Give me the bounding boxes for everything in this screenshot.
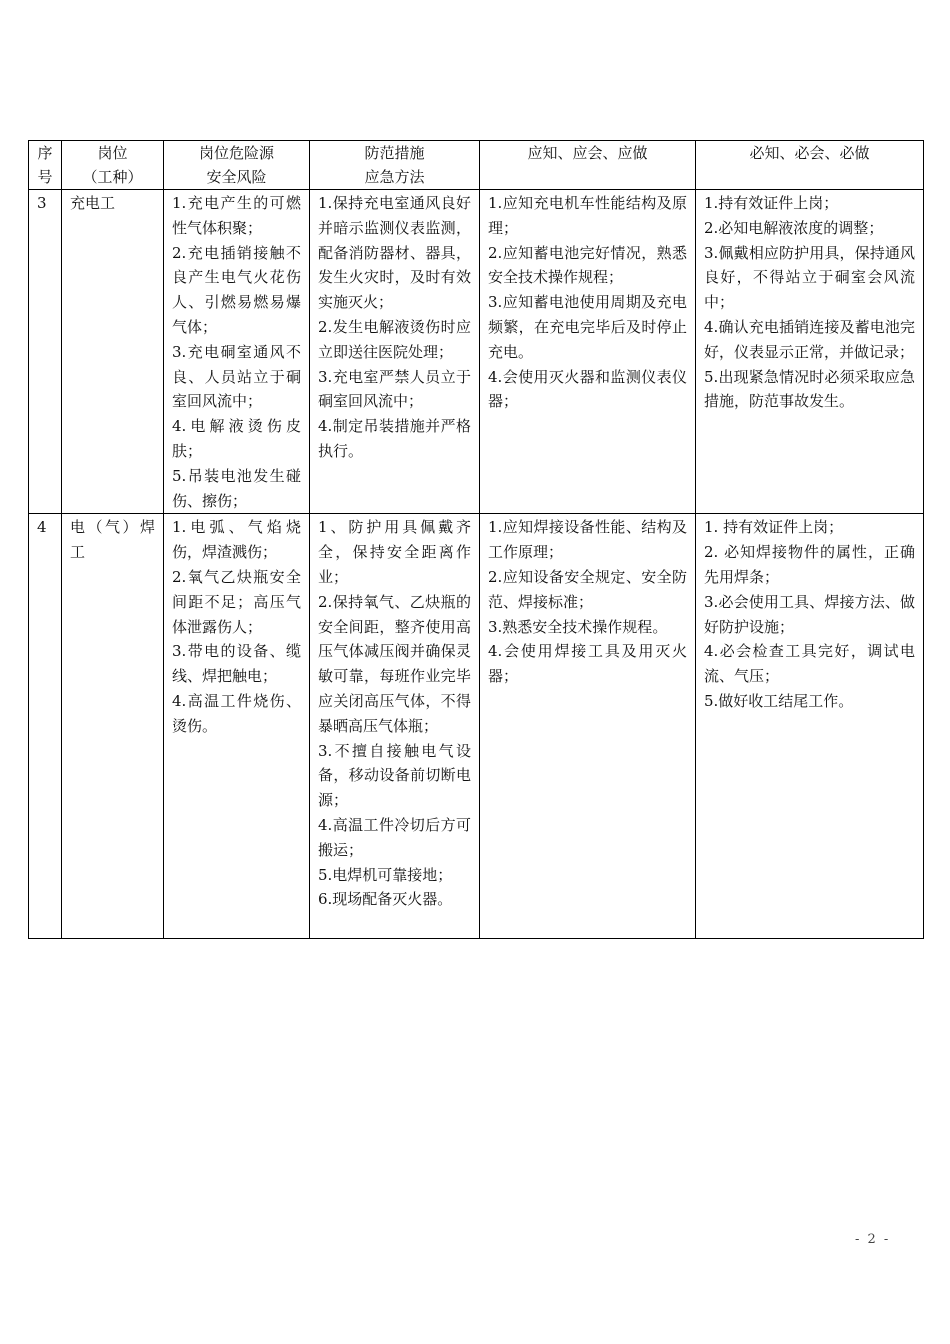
header-should-line: 应知、应会、应做 — [527, 144, 648, 162]
table-header-row — [29, 141, 924, 190]
list-item: 3.不擅自接触电气设备，移动设备前切断电源； — [318, 741, 471, 810]
list-item: 4.高温工件烧伤、烫伤。 — [172, 691, 301, 735]
list-item: 3.佩戴相应防护用具，保持通风良好，不得站立于硐室会风流中； — [704, 243, 915, 312]
cell-must — [696, 514, 924, 939]
header-post-line: 岗位 — [97, 144, 128, 162]
header-measures — [310, 141, 480, 190]
list-item: 1. 持有效证件上岗； — [704, 518, 844, 537]
header-seq-line: 序 — [37, 144, 53, 162]
cell-post: 电（气）焊工 — [62, 514, 164, 939]
post-risk-table — [28, 140, 924, 939]
list-item: 4.电解液烫伤皮肤； — [172, 417, 301, 460]
header-seq-line: 号 — [37, 168, 53, 186]
cell-hazard — [164, 190, 310, 514]
header-seq — [29, 141, 62, 190]
list-item: 2. 必知焊接物件的属性，正确先用焊条； — [704, 543, 915, 586]
header-should — [480, 141, 696, 190]
list-item: 4.会使用焊接工具及用灭火器； — [488, 642, 687, 686]
header-hazard — [164, 141, 310, 190]
list-item: 4.必会检查工具完好，调试电流、气压； — [704, 642, 915, 686]
cell-post: 充电工 — [62, 190, 164, 514]
table-row — [29, 514, 924, 939]
list-item: 1.充电产生的可燃性气体积聚； — [172, 194, 301, 237]
list-item: 5.做好收工结尾工作。 — [704, 691, 854, 710]
cell-measures — [310, 514, 480, 939]
cell-seq: 3 — [29, 190, 62, 514]
list-item: 3.必会使用工具、焊接方法、做好防护设施； — [704, 592, 915, 636]
list-item: 2.应知蓄电池完好情况，熟悉安全技术操作规程； — [488, 243, 687, 287]
list-item: 2.保持氧气、乙炔瓶的安全间距，整齐使用高压气体减压阀并确保灵敏可靠，每班作业完毕应关闭高压气体，不得暴晒高压气体瓶； — [318, 592, 471, 735]
list-item: 1.保持充电室通风良好并暗示监测仪表监测，配备消防器材、器具，发生火灾时，及时有效实施灭火； — [318, 194, 471, 312]
cell-measures — [310, 190, 480, 514]
list-item: 3.应知蓄电池使用周期及充电频繁，在充电完毕后及时停止充电。 — [488, 293, 687, 361]
list-item: 2.应知设备安全规定、安全防范、焊接标准； — [488, 567, 687, 611]
list-item: 3.带电的设备、缆线、焊把触电； — [172, 642, 301, 686]
list-item: 4.制定吊装措施并严格执行。 — [318, 417, 471, 460]
page-number: - 2 - — [855, 1232, 891, 1247]
list-item: 4.高温工件冷切后方可搬运； — [318, 815, 471, 859]
list-item: 1、防护用具佩戴齐全，保持安全距离作业； — [318, 518, 471, 586]
list-item: 3.熟悉安全技术操作规程。 — [488, 617, 668, 636]
header-measures-line: 应急方法 — [364, 168, 425, 186]
list-item: 3.充电室严禁人员立于硐室回风流中； — [318, 367, 471, 411]
list-item: 1.持有效证件上岗； — [704, 194, 839, 212]
cell-should — [480, 190, 696, 514]
list-item: 6.现场配备灭火器。 — [318, 890, 453, 909]
list-item: 3.充电硐室通风不良、人员站立于硐室回风流中； — [172, 342, 301, 411]
cell-should — [480, 514, 696, 939]
list-item: 4.确认充电插销连接及蓄电池完好，仪表显示正常，并做记录； — [704, 317, 915, 361]
header-hazard-line: 安全风险 — [206, 168, 267, 186]
list-item: 2.充电插销接触不良产生电气火花伤人、引燃易燃易爆气体； — [172, 243, 301, 336]
header-post — [62, 141, 164, 190]
list-item: 1.应知充电机车性能结构及原理； — [488, 194, 687, 237]
list-item: 2.必知电解液浓度的调整； — [704, 218, 884, 237]
list-item: 5.电焊机可靠接地； — [318, 865, 453, 884]
list-item: 1.应知焊接设备性能、结构及工作原理； — [488, 518, 687, 562]
list-item: 2.发生电解液烫伤时应立即送往医院处理； — [318, 317, 471, 361]
list-item: 4.会使用灭火器和监测仪表仪器； — [488, 367, 687, 411]
header-hazard-line: 岗位危险源 — [198, 144, 274, 162]
header-post-line: （工种） — [82, 168, 143, 186]
list-item: 5.吊装电池发生碰伤、擦伤； — [172, 466, 301, 510]
cell-must — [696, 190, 924, 514]
table-row — [29, 190, 924, 514]
header-measures-line: 防范措施 — [364, 144, 425, 162]
header-must-line: 必知、必会、必做 — [749, 144, 870, 162]
header-must — [696, 141, 924, 190]
cell-hazard — [164, 514, 310, 939]
list-item: 2.氧气乙炔瓶安全间距不足；高压气体泄露伤人； — [172, 567, 301, 636]
cell-seq: 4 — [29, 514, 62, 939]
list-item: 5.出现紧急情况时必须采取应急措施，防范事故发生。 — [704, 367, 915, 411]
list-item: 1.电弧、气焰烧伤，焊渣溅伤； — [172, 518, 301, 562]
